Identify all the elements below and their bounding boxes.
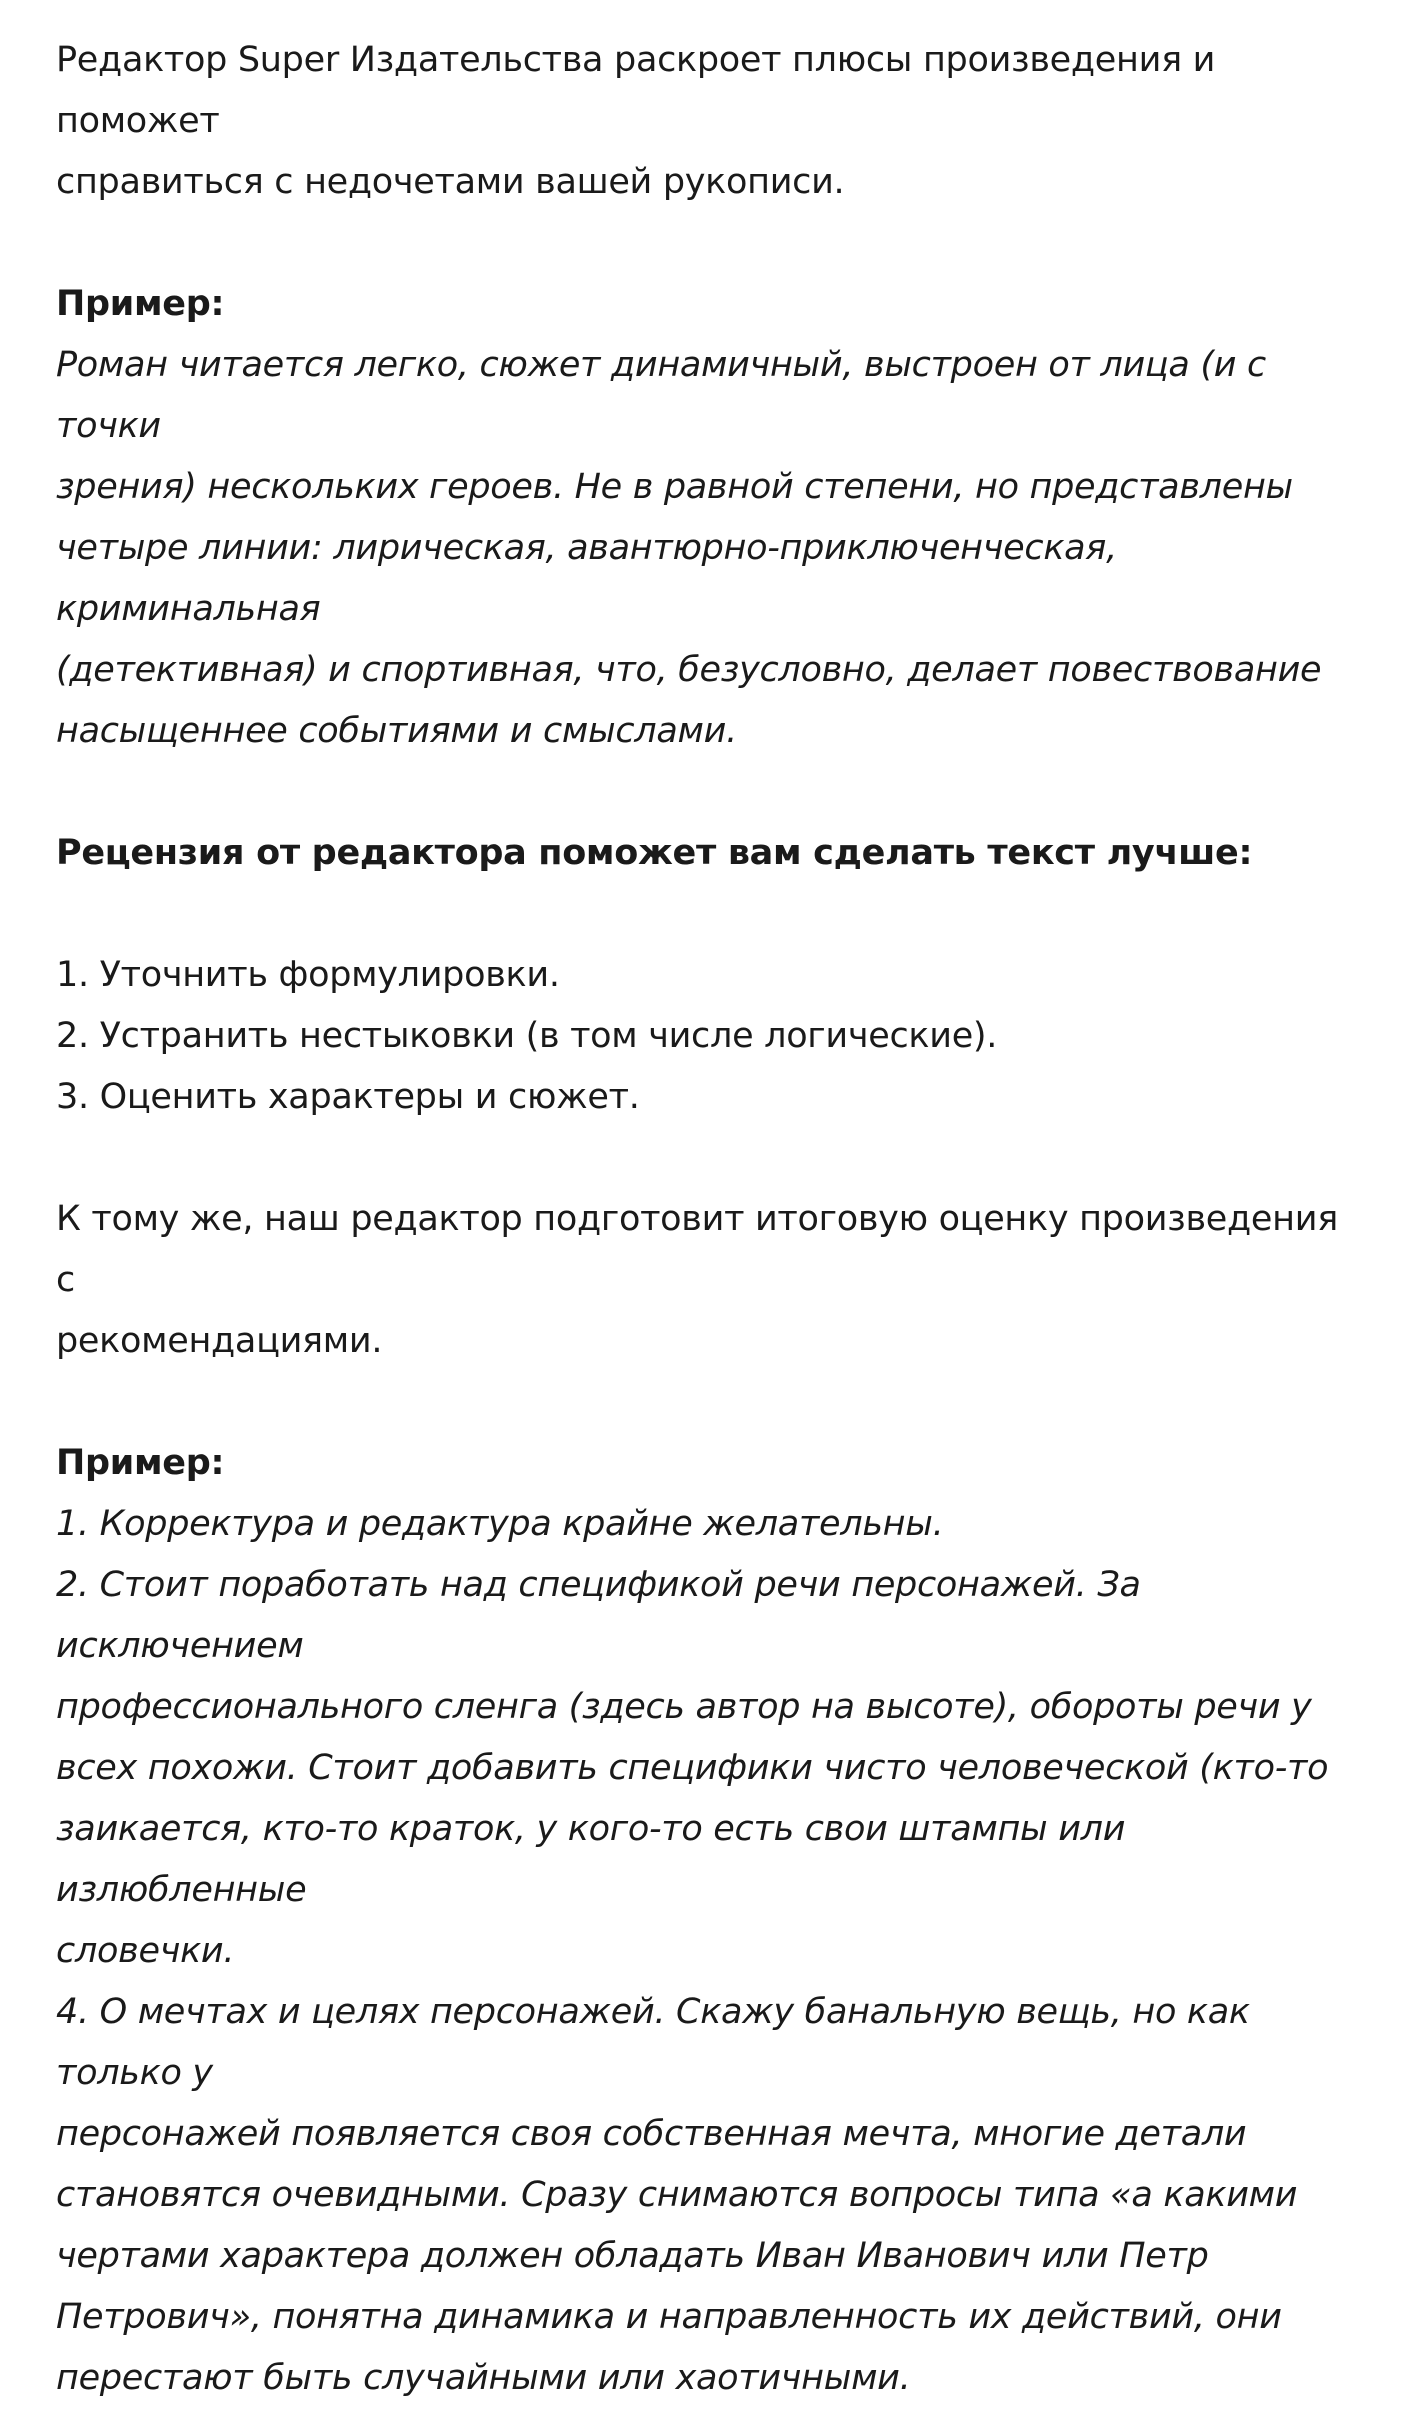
example-line: всех похожи. Стоит добавить специфики чисто человеческой (кто-то (56, 1748, 1329, 1788)
text-line: справиться с недочетами вашей рукописи. (56, 162, 845, 202)
example-line: четыре линии: лирическая, авантюрно-приключенческая, криминальная (56, 528, 1117, 629)
example-line: Роман читается легко, сюжет динамичный, выстроен от лица (и с точки (56, 345, 1266, 446)
example-line: профессионального сленга (здесь автор на высоте), обороты речи у (56, 1687, 1312, 1727)
example-line: зрения) нескольких героев. Не в равной степени, но представлены (56, 467, 1293, 507)
example-line: 2. Стоит поработать над спецификой речи персонажей. За исключением (56, 1565, 1141, 1666)
list-item: 1. Уточнить формулировки. (56, 955, 560, 995)
text-line: Редактор Super Издательства раскроет плюсы произведения и поможет (56, 40, 1216, 141)
text-line: рекомендациями. (56, 1321, 383, 1361)
example-line: заикается, кто-то краток, у кого-то есть свои штампы или излюбленные (56, 1809, 1126, 1910)
example-block-1 (56, 274, 1366, 762)
example-line: перестают быть случайными или хаотичными. (56, 2358, 911, 2398)
example-heading: Пример: (56, 1443, 225, 1483)
example-line: персонажей появляется своя собственная мечта, многие детали (56, 2114, 1247, 2154)
review-block (56, 823, 1366, 1128)
list-item: 2. Устранить нестыковки (в том числе логические). (56, 1016, 998, 1056)
document-page (56, 30, 1366, 2409)
example-heading: Пример: (56, 284, 225, 324)
example-line: (детективная) и спортивная, что, безусловно, делает повествование (56, 650, 1322, 690)
text-line: К тому же, наш редактор подготовит итоговую оценку произведения с (56, 1199, 1338, 1300)
example-line: Петрович», понятна динамика и направленность их действий, они (56, 2297, 1282, 2337)
example-line: чертами характера должен обладать Иван Иванович или Петр (56, 2236, 1209, 2276)
example-line: словечки. (56, 1931, 235, 1971)
example-line: становятся очевидными. Сразу снимаются вопросы типа «а какими (56, 2175, 1298, 2215)
list-item: 3. Оценить характеры и сюжет. (56, 1077, 640, 1117)
example-line: 4. О мечтах и целях персонажей. Скажу банальную вещь, но как только у (56, 1992, 1250, 2093)
example-block-2 (56, 1433, 1366, 2409)
summary-paragraph (56, 1189, 1366, 1372)
example-line: 1. Корректура и редактура крайне желательны. (56, 1504, 944, 1544)
example-line: насыщеннее событиями и смыслами. (56, 711, 737, 751)
review-heading: Рецензия от редактора поможет вам сделать текст лучше: (56, 833, 1253, 873)
intro-paragraph (56, 30, 1366, 213)
